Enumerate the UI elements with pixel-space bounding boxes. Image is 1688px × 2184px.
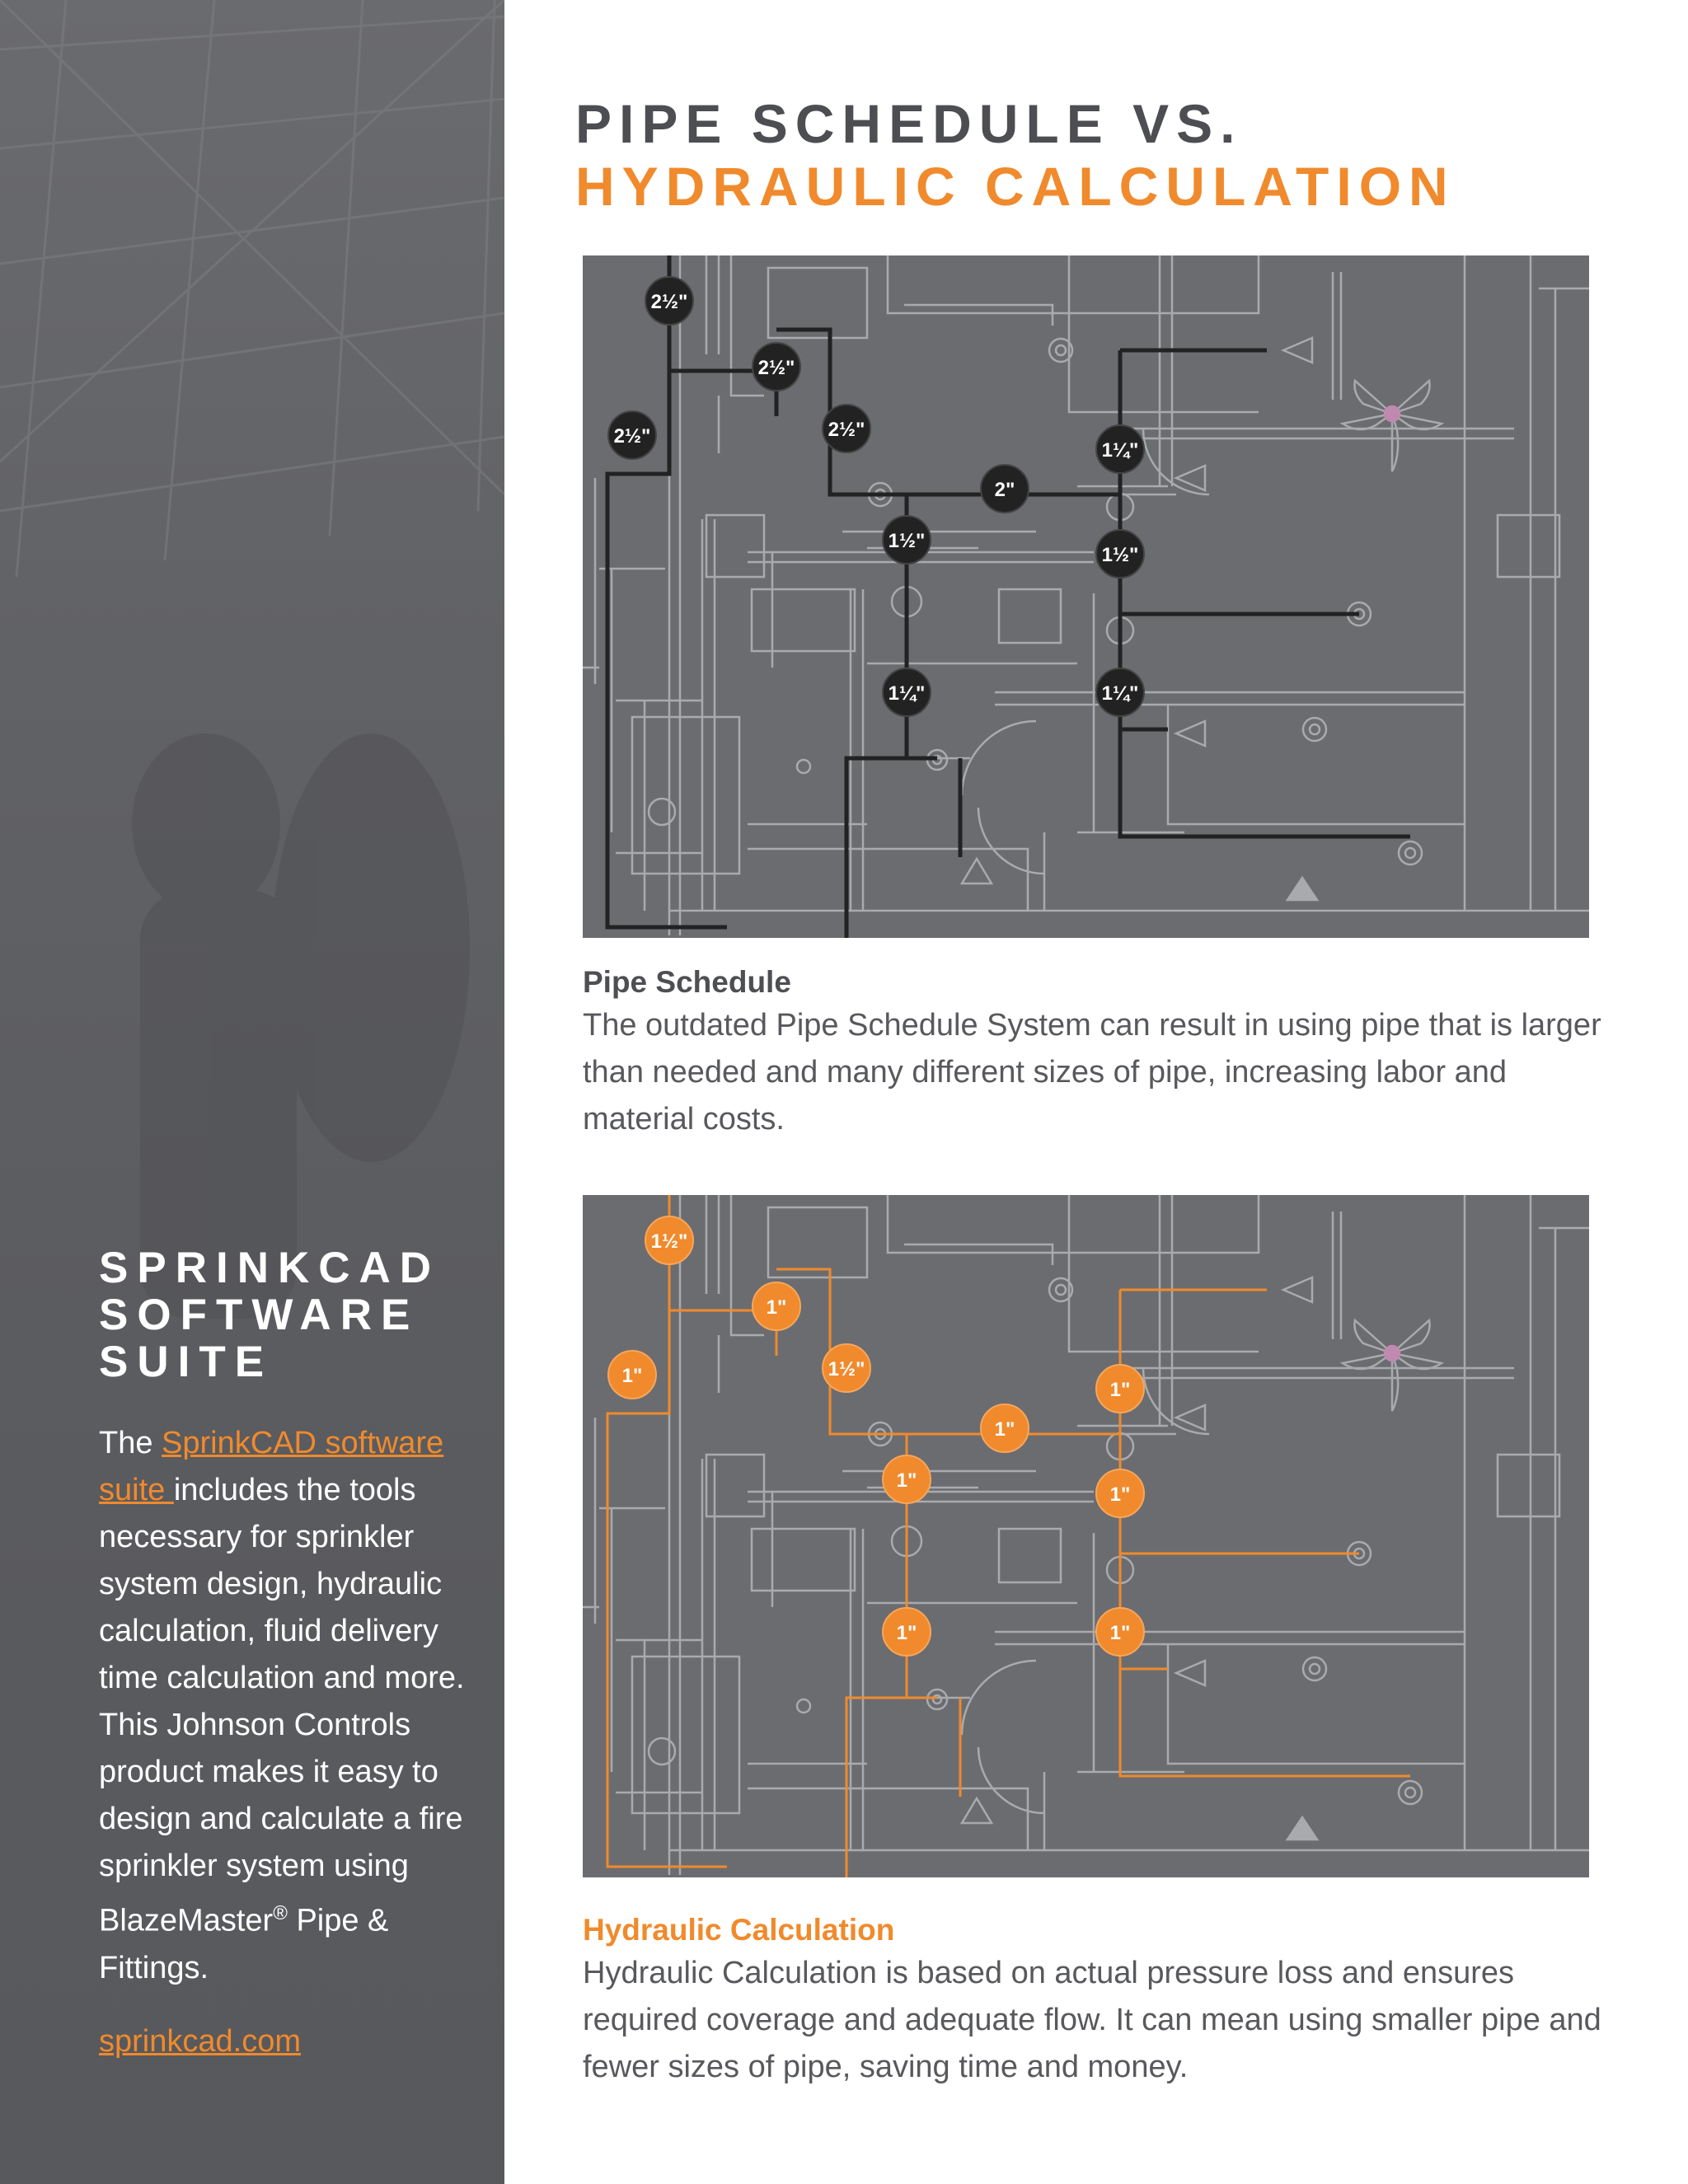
pipe-size-label: 1½" [1101,544,1139,566]
flow-triangle-icon [962,859,992,883]
pipe-size-label: 1" [1109,1379,1131,1401]
page-title-line1: PIPE SCHEDULE VS. [575,93,1243,154]
sprinkcad-url-link[interactable]: sprinkcad.com [99,2023,301,2059]
door-swing [962,1661,1036,1735]
ceiling-fan-icon [1343,1320,1442,1411]
pipe-size-badge [823,1344,870,1392]
pipe-size-badge [608,1351,656,1399]
flow-triangle-icon [1176,721,1205,746]
pipe-size-label: 1" [621,1365,643,1387]
pipe-size-label: 1¼" [1101,439,1139,462]
floor-plan-walls [583,255,1589,935]
sidebar-heading [99,1244,478,1385]
ceiling-fan-icon [1343,381,1442,471]
pipe-size-label: 1½" [650,1230,688,1253]
pipe-size-label: 1½" [828,1358,865,1380]
flow-triangle-icon [1176,1661,1205,1685]
pipe-size-label: 2½" [757,357,795,379]
door-swing [962,721,1036,795]
pipe-size-label: 1" [896,1469,917,1492]
floor-plan-fixtures [649,1278,1422,1804]
floor-plan-fixtures [649,339,1422,865]
sidebar-heading-line3: SUITE [99,1338,274,1386]
pipe-size-badge [645,277,693,325]
pipe-size-label: 2½" [650,291,688,313]
flow-triangle-icon [1287,1817,1317,1840]
sprinkler-pipes [607,1195,1410,1877]
pipe-size-badge [753,1282,800,1330]
pipe-size-badge [1096,1608,1144,1656]
pipe-size-label: 2½" [828,419,865,441]
pipe-size-label: 1" [766,1296,787,1319]
pipe-size-badge [823,405,870,452]
sidebar-body-end: Pipe & Fittings. [99,1903,389,1985]
pipe-size-badge [883,516,931,564]
pipe-schedule-text: The outdated Pipe Schedule System can result in using pipe that is larger than needed and many different sizes of pipe, increasing labor and material costs. [583,1008,1601,1137]
flow-triangle-icon [1176,466,1205,490]
sidebar-body-text: includes the tools necessary for sprinkler system design, hydraulic calculation, fluid delivery time calculation and more. This Johnson Controls product makes it easy to design and calculate a fire sprinkler system using BlazeMaster [99,1473,465,1938]
registered-mark: ® [273,1902,288,1924]
sidebar-body [99,1420,478,1992]
hydraulic-calculation-text: Hydraulic Calculation is based on actual pressure loss and ensures required coverage and adequate flow. It can mean using smaller pipe and fewer sizes of pipe, saving time and money. [583,1956,1601,2084]
pipe-size-badge [883,668,931,716]
pipe-size-label: 2½" [613,425,651,448]
hydraulic-calculation-heading: Hydraulic Calculation [583,1913,895,1947]
pipe-schedule-caption [583,963,1613,1143]
sprinkler-pipes [607,255,1410,938]
sprinkcad-suite-link[interactable]: SprinkCAD software suite [99,1426,444,1507]
pipe-size-label: 1¼" [888,682,926,705]
pipe-size-label: 1" [1109,1483,1131,1506]
pipe-size-badge [883,1608,931,1656]
flow-triangle-icon [1287,878,1317,900]
pipe-size-label: 1¼" [1101,682,1139,705]
sidebar-heading-line1: SPRINKCAD [99,1244,441,1292]
door-swing [978,808,1044,874]
pipe-size-badge [753,343,800,391]
pipe-size-label: 1" [994,1418,1015,1441]
pipe-size-label: 1½" [888,530,926,552]
hydraulic-calculation-caption [583,1910,1613,2091]
pipe-size-badge [1096,668,1144,716]
pipe-size-badge [1096,425,1144,473]
pipe-size-label: 2" [994,479,1015,501]
hydraulic-calculation-drawing [583,1195,1589,1877]
flow-triangle-icon [1283,338,1312,363]
sidebar-content [99,1244,478,2065]
pipe-size-label: 1" [896,1622,917,1644]
pipe-size-badge [1096,530,1144,578]
page-title-line2: HYDRAULIC CALCULATION [575,156,1456,217]
flow-triangle-icon [962,1798,992,1823]
sidebar [0,0,504,2184]
flow-triangle-icon [1283,1277,1312,1302]
pipe-size-badge [981,1404,1029,1452]
pipe-schedule-floor-plan [583,255,1589,938]
pipe-schedule-heading: Pipe Schedule [583,965,791,999]
floor-plan-walls [583,1195,1589,1875]
door-swing [978,1747,1044,1813]
sidebar-heading-line2: SOFTWARE [99,1291,420,1339]
pipe-size-badge [1096,1365,1144,1413]
pipe-size-badge [645,1216,693,1264]
pipe-size-label: 1" [1109,1622,1131,1644]
pipe-schedule-drawing [583,255,1589,938]
sidebar-body-prefix: The [99,1426,162,1460]
flow-triangle-icon [1176,1405,1205,1430]
pipe-size-badge [608,411,656,459]
page-title [575,92,1456,218]
hydraulic-calculation-floor-plan [583,1195,1589,1877]
pipe-size-badge [981,465,1029,513]
pipe-size-badge [883,1455,931,1503]
pipe-size-badge [1096,1469,1144,1517]
